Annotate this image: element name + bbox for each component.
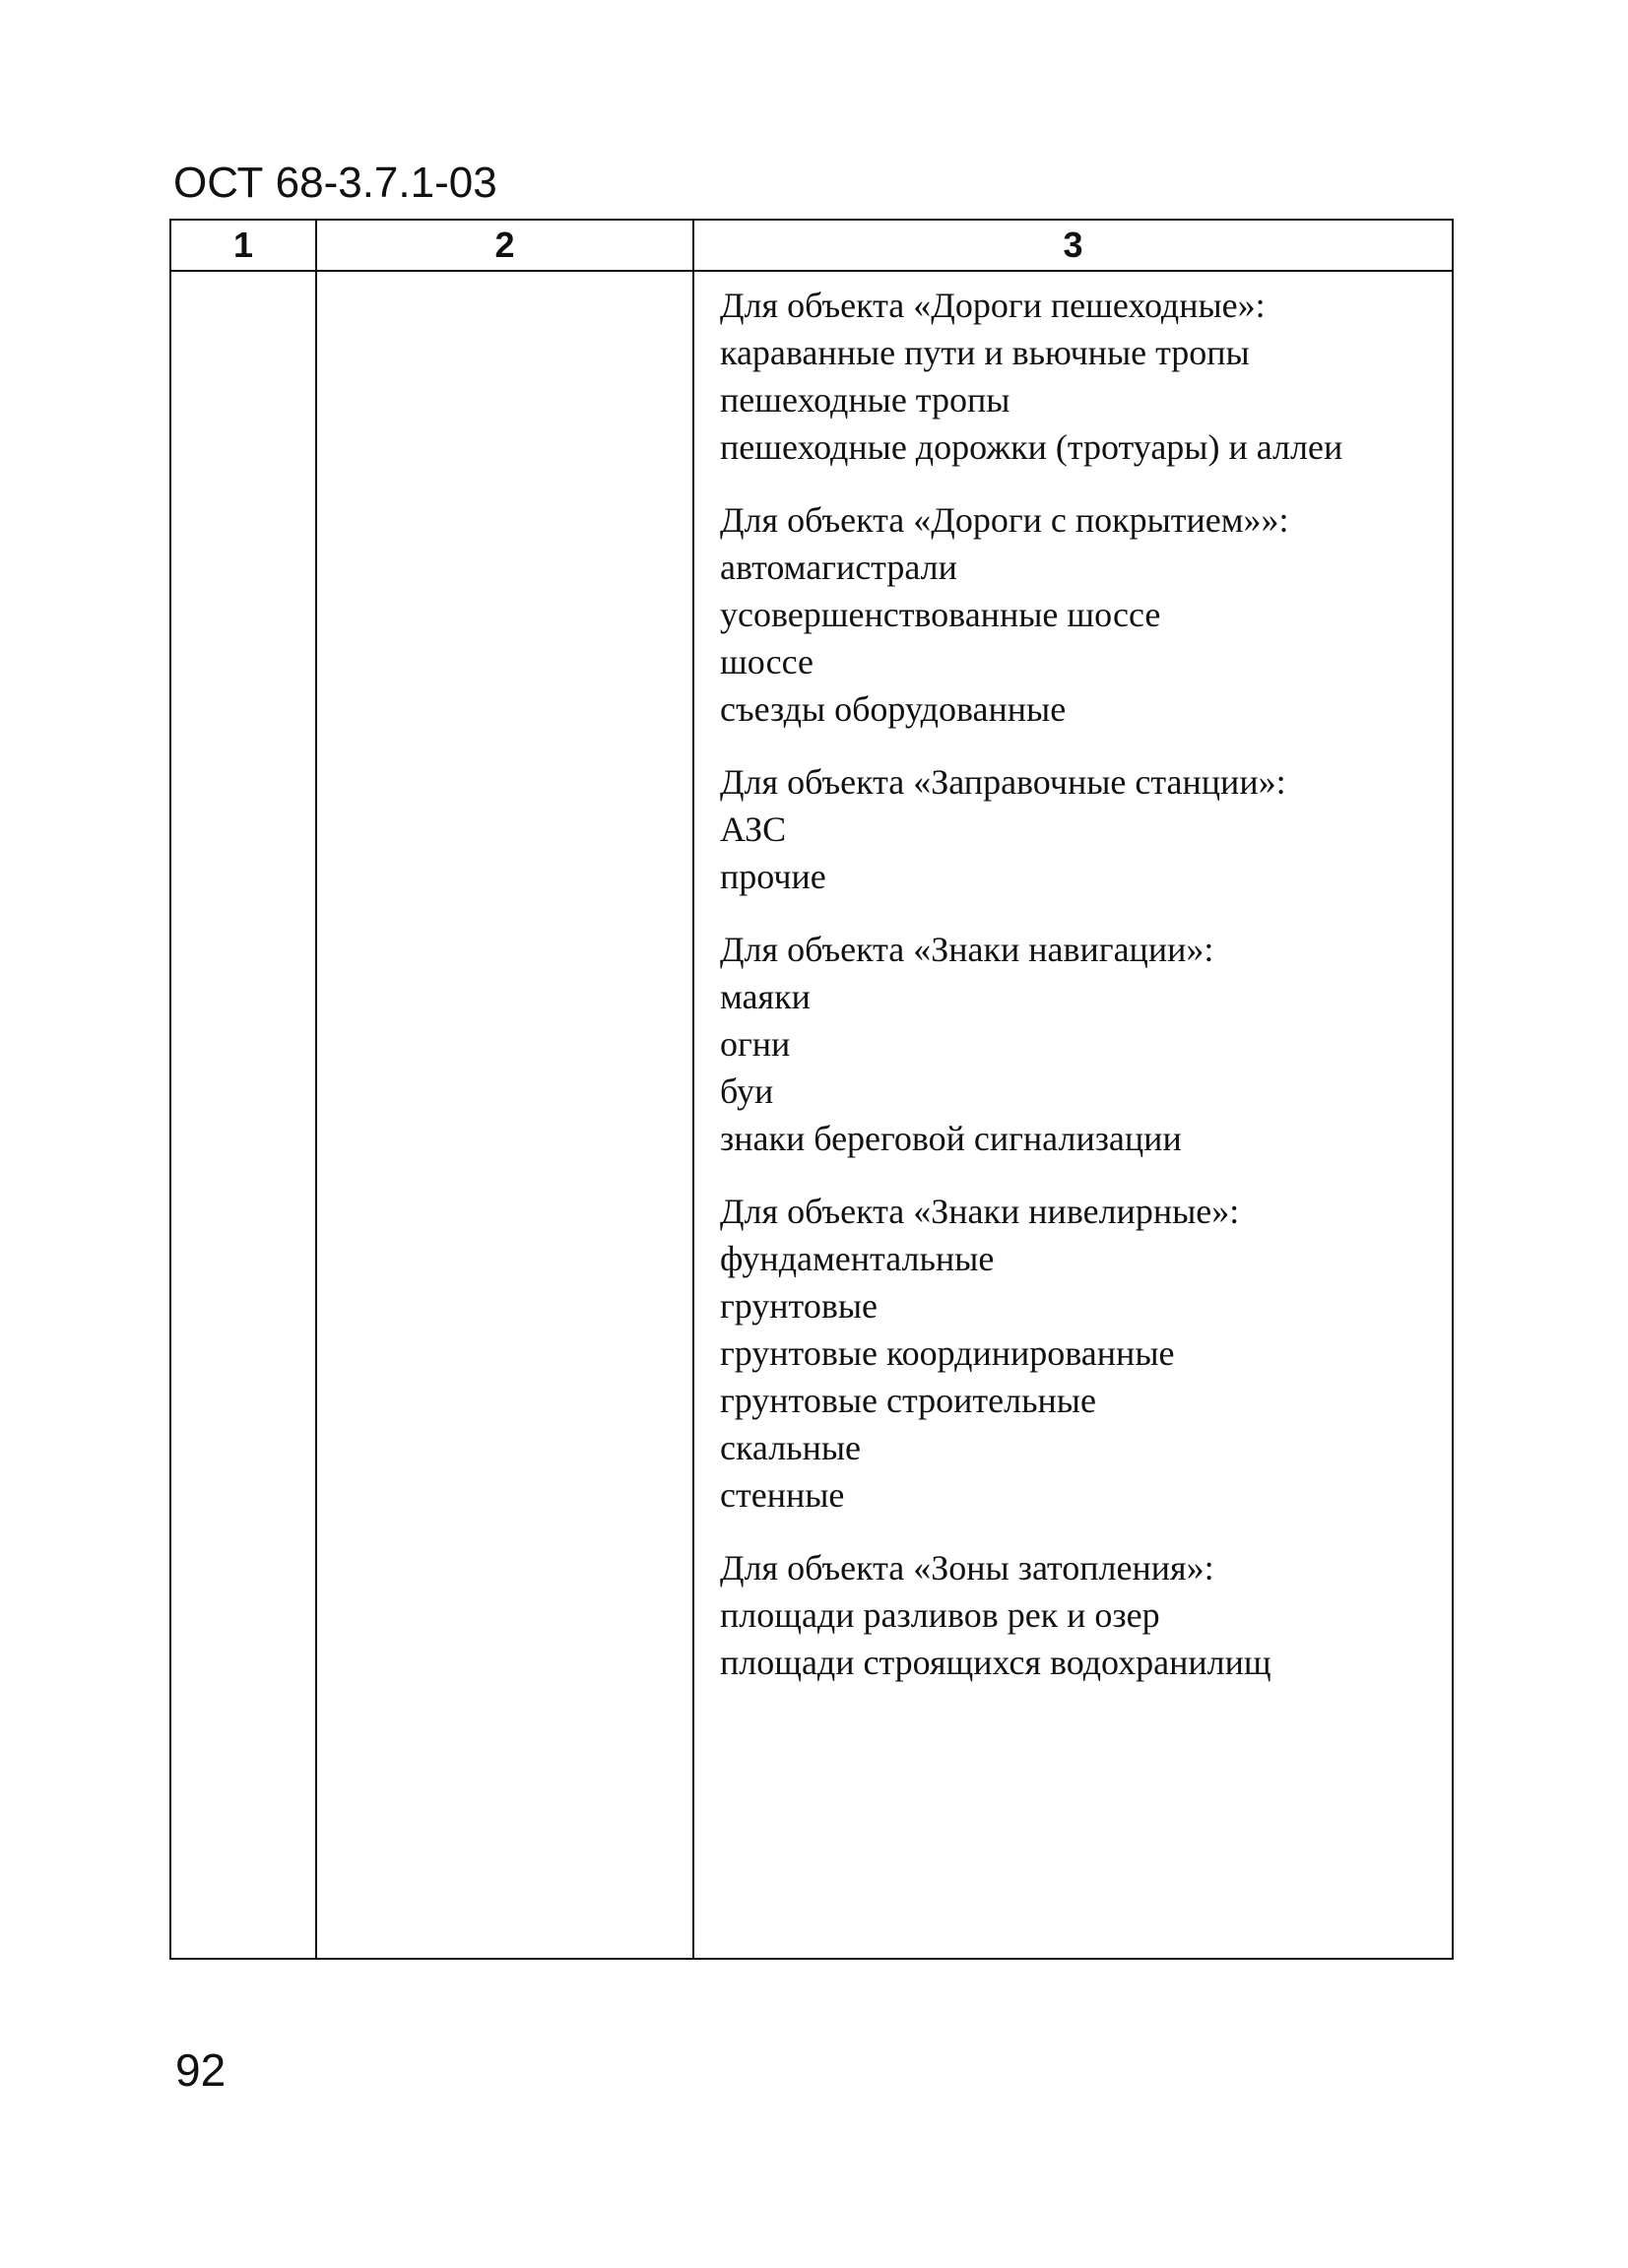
- group-item: грунтовые строительные: [720, 1381, 1096, 1420]
- group-item: грунтовые координированные: [720, 1333, 1175, 1373]
- object-groups: [694, 272, 1452, 1686]
- group-item: шоссе: [720, 642, 814, 681]
- object-group: [720, 1544, 1442, 1686]
- column-1-cell: [170, 271, 316, 1959]
- group-item: грунтовые: [720, 1286, 878, 1326]
- group-item: фундаментальные: [720, 1239, 995, 1278]
- group-heading: Для объекта «Заправочные станции»:: [720, 762, 1286, 802]
- group-item: стенные: [720, 1475, 845, 1515]
- group-item: АЗС: [720, 810, 787, 849]
- object-group: [720, 758, 1442, 900]
- group-item: площади разливов рек и озер: [720, 1595, 1160, 1635]
- group-heading: Для объекта «Зоны затопления»:: [720, 1548, 1214, 1588]
- object-group: [720, 926, 1442, 1162]
- object-group: [720, 1188, 1442, 1519]
- group-item: караванные пути и вьючные тропы: [720, 333, 1250, 372]
- group-item: прочие: [720, 857, 826, 896]
- group-heading: Для объекта «Знаки нивелирные»:: [720, 1192, 1240, 1231]
- object-group: [720, 282, 1442, 471]
- group-item: маяки: [720, 977, 811, 1016]
- document-code: ОСТ 68-3.7.1-03: [173, 159, 497, 207]
- group-heading: Для объекта «Дороги с покрытием»»:: [720, 500, 1289, 540]
- group-item: огни: [720, 1024, 791, 1064]
- table-row: [170, 271, 1453, 1959]
- column-header-3: 3: [693, 220, 1453, 271]
- column-2-cell: [316, 271, 693, 1959]
- column-3-cell: [693, 271, 1453, 1959]
- group-heading: Для объекта «Дороги пешеходные»:: [720, 286, 1266, 325]
- group-item: площади строящихся водохранилищ: [720, 1643, 1271, 1682]
- group-item: автомагистрали: [720, 548, 957, 587]
- group-item: усовершенствованные шоссе: [720, 595, 1161, 634]
- object-group: [720, 496, 1442, 733]
- table-header-row: [170, 220, 1453, 271]
- group-item: пешеходные тропы: [720, 380, 1010, 420]
- classification-table: [169, 219, 1454, 1960]
- page-number: 92: [175, 2044, 227, 2096]
- group-item: скальные: [720, 1428, 862, 1467]
- column-header-2: 2: [316, 220, 693, 271]
- group-item: пешеходные дорожки (тротуары) и аллеи: [720, 427, 1343, 467]
- group-item: знаки береговой сигнализации: [720, 1119, 1182, 1158]
- column-header-1: 1: [170, 220, 316, 271]
- group-item: съезды оборудованные: [720, 689, 1067, 729]
- group-heading: Для объекта «Знаки навигации»:: [720, 930, 1214, 969]
- group-item: буи: [720, 1071, 774, 1111]
